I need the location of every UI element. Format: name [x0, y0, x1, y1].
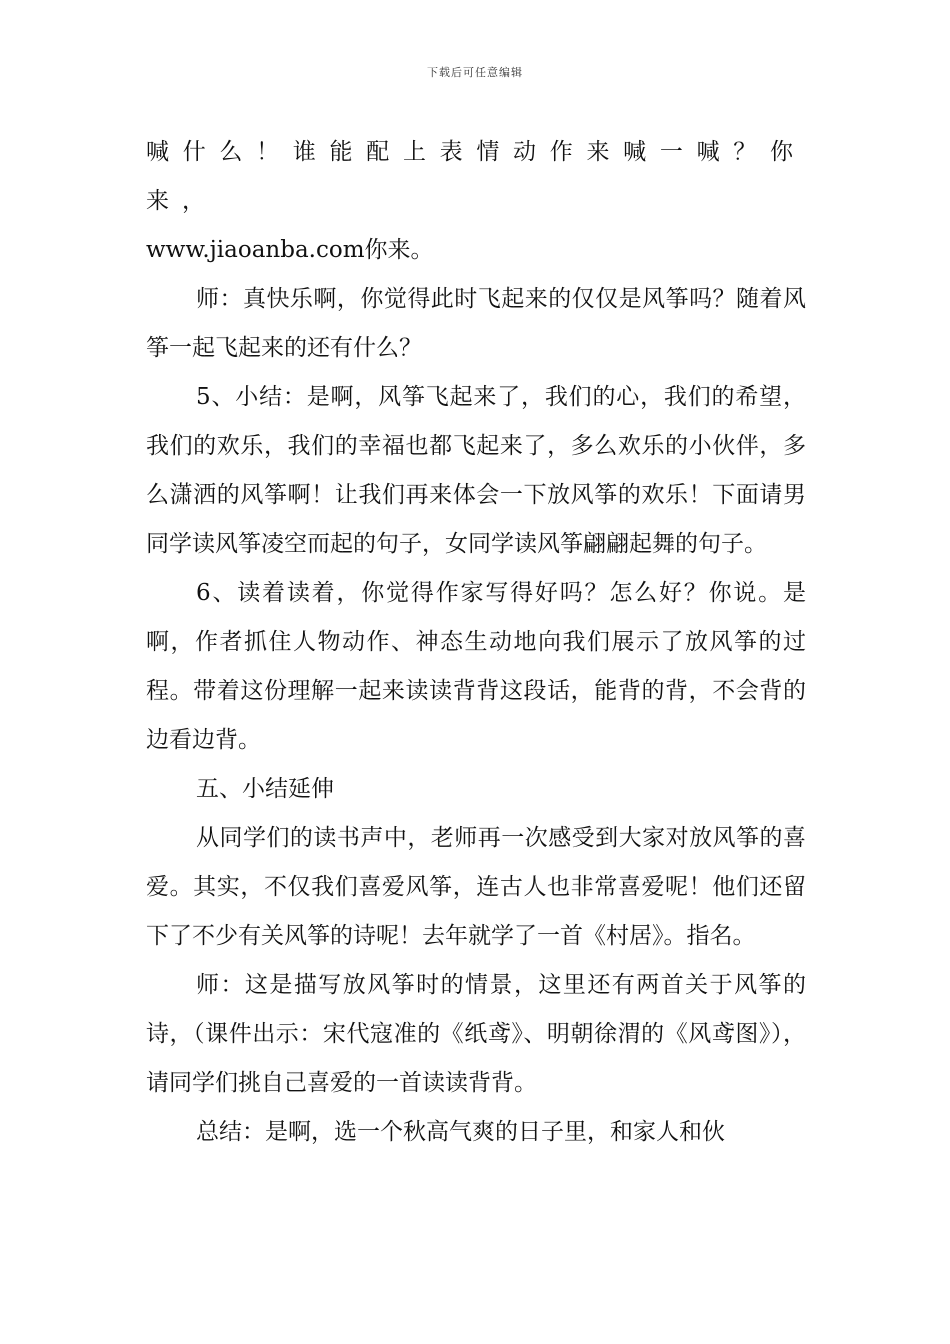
paragraph-1: 喊什么！谁能配上表情动作来喊一喊？你来， [146, 139, 806, 214]
paragraph-5: 6、读着读着，你觉得作家写得好吗？怎么好？你说。是啊，作者抓住人物动作、神态生动地向我们展示了放风筝的过程。带着这份理解一起来读读背背这段话，能背的背，不会背的边看边背。 [146, 580, 806, 753]
paragraph-6: 从同学们的读书声中，老师再一次感受到大家对放风筝的喜爱。其实，不仅我们喜爱风筝，连古人也非常喜爱呢！他们还留下了不少有关风筝的诗呢！去年就学了一首《村居》。指名。 [146, 825, 806, 949]
page-header: 下载后可任意编辑 [427, 66, 523, 79]
paragraph-3: 师：真快乐啊，你觉得此时飞起来的仅仅是风筝吗？随着风筝一起飞起来的还有什么？ [146, 286, 806, 361]
paragraph-8: 总结：是啊，选一个秋高气爽的日子里，和家人和伙 [196, 1119, 725, 1145]
section-heading: 五、小结延伸 [196, 776, 334, 802]
paragraph-7: 师：这是描写放风筝时的情景，这里还有两首关于风筝的诗，（课件出示：宋代寇准的《纸鸢》、明朝徐渭的《风鸢图》），请同学们挑自己喜爱的一首读读背背。 [146, 972, 806, 1096]
document-body [146, 128, 806, 1157]
paragraph-2: www.jiaoanba.com你来。 [146, 237, 434, 263]
paragraph-4: 5、小结：是啊，风筝飞起来了，我们的心，我们的希望，我们的欢乐，我们的幸福也都飞起来了，多么欢乐的小伙伴，多么潇洒的风筝啊！让我们再来体会一下放风筝的欢乐！下面请男同学读风筝凌空而起的句子，女同学读风筝翩翩起舞的句子。 [146, 384, 806, 557]
